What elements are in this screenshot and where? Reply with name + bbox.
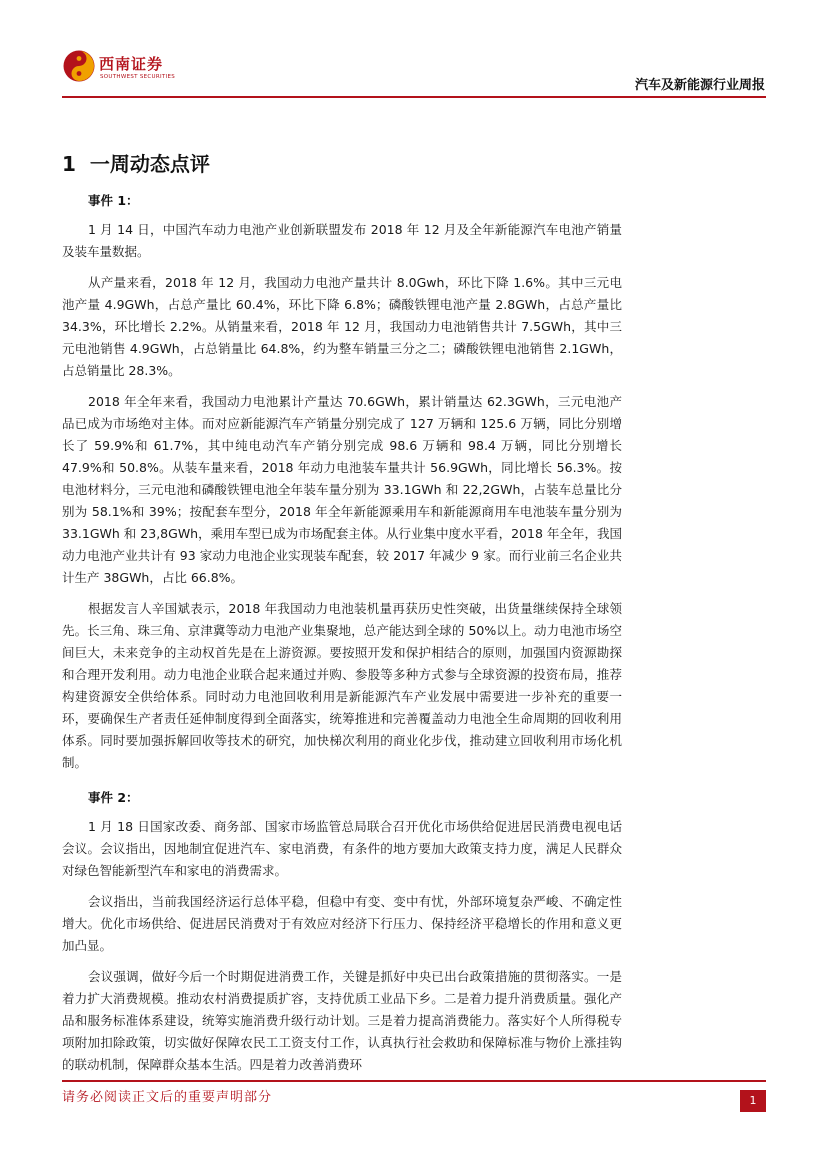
main-content — [62, 148, 622, 1085]
event-1-title: 事件 1： — [88, 193, 139, 208]
event-2-paragraph: 会议指出，当前我国经济运行总体平稳，但稳中有变、变中有忧，外部环境复杂严峻、不确定性增大。优化市场供给、促进居民消费对于有效应对经济下行压力、保持经济平稳增长的作用和意义更加凸显。 — [62, 894, 622, 953]
event-1-paragraph: 从产量来看，2018 年 12 月，我国动力电池产量共计 8.0Gwh，环比下降 1.6%。其中三元电池产量 4.9GWh，占总产量比 60.4%，环比下降 6.8%；磷酸铁锂电池产量 2.8GWh，占总产量比 34.3%，环比增长 2.2%。从销量来看，2018 年 12 月，我国动力电池销售共计 7.5GWh，其中三元电池销售 4.9GWh，占总销量比 64.8%，约为整车销量三分之二；磷酸铁锂电池销售 2.1GWh，占总销量比 28.3%。 — [62, 275, 622, 378]
event-2-paragraph: 会议强调，做好今后一个时期促进消费工作，关键是抓好中央已出台政策措施的贯彻落实。一是着力扩大消费规模。推动农村消费提质扩容，支持优质工业品下乡。二是着力提升消费质量。强化产品和服务标准体系建设，统筹实施消费升级行动计划。三是着力提高消费能力。落实好个人所得税专项附加扣除政策，切实做好保障农民工工资支付工作，认真执行社会救助和保障标准与物价上涨挂钩的联动机制，保障群众基本生活。四是着力改善消费环 — [62, 969, 622, 1072]
event-1-paragraph: 根据发言人辛国斌表示，2018 年我国动力电池装机量再获历史性突破，出货量继续保持全球领先。长三角、珠三角、京津冀等动力电池产业集聚地，总产能达到全球的 50%以上。动力电池市场空间巨大，未来竞争的主动权首先是在上游资源。要按照开发和保护相结合的原则，加强国内资源勘探和合理开发利用。动力电池企业联合起来通过并购、参股等多种方式参与全球资源的投资布局，推荐构建资源安全供给体系。同时动力电池回收利用是新能源汽车产业发展中需要进一步补充的重要一环，要确保生产者责任延伸制度得到全面落实，统筹推进和完善覆盖动力电池全生命周期的回收利用体系。同时要加强拆解回收等技术的研究，加快梯次利用的商业化步伐，推动建立回收利用市场化机制。 — [62, 601, 622, 770]
brand-logo — [63, 50, 176, 86]
brand-name-cn: 西南证券 — [99, 55, 164, 73]
brand-logo-icon — [63, 50, 95, 82]
event-1-paragraph: 1 月 14 日，中国汽车动力电池产业创新联盟发布 2018 年 12 月及全年新能源汽车电池产销量及装车量数据。 — [62, 222, 622, 259]
brand-name-en: SOUTHWEST SECURITIES — [100, 74, 176, 80]
report-name: 汽车及新能源行业周报 — [634, 78, 765, 93]
event-1-paragraph: 2018 年全年来看，我国动力电池累计产量达 70.6GWh，累计销量达 62.3GWh，三元电池产品已成为市场绝对主体。而对应新能源汽车产销量分别完成了 127 万辆和 125.6 万辆，同比分别增长了 59.9%和 61.7%，其中纯电动汽车产销分别完成 98.6 万辆和 98.4 万辆，同比分别增长 47.9%和 50.8%。从装车量来看，2018 年动力电池装车量共计 56.9GWh，同比增长 56.3%。按电池材料分，三元电池和磷酸铁锂电池全年装车量分别为 33.1GWh 和 22,2GWh，占装车总量比分别为 58.1%和 39%；按配套车型分，2018 年全年新能源乘用车和新能源商用车电池装车量分别为 33.1GWh 和 23,8GWh，乘用车型已成为市场配套主体。从行业集中度水平看，2018 年全年，我国动力电池产业共计有 93 家动力电池企业实现装车配套，较 2017 年减少 9 家。而行业前三名企业共计生产 38GWh，占比 66.8%。 — [62, 394, 622, 585]
event-2-paragraph: 1 月 18 日国家改委、商务部、国家市场监管总局联合召开优化市场供给促进居民消费电视电话会议。会议指出，因地制宜促进汽车、家电消费，有条件的地方要加大政策支持力度，满足人民群众对绿色智能新型汽车和家电的消费需求。 — [62, 819, 622, 878]
section-number: 1 — [62, 152, 76, 176]
footer-disclaimer: 请务必阅读正文后的重要声明部分 — [62, 1090, 273, 1105]
event-2-title: 事件 2： — [88, 790, 139, 805]
section-title-text: 一周动态点评 — [89, 152, 210, 176]
section-title — [62, 148, 622, 177]
page-header — [0, 0, 827, 100]
page-number: 1 — [740, 1090, 766, 1112]
footer-divider — [62, 1080, 766, 1082]
header-divider — [62, 96, 766, 98]
